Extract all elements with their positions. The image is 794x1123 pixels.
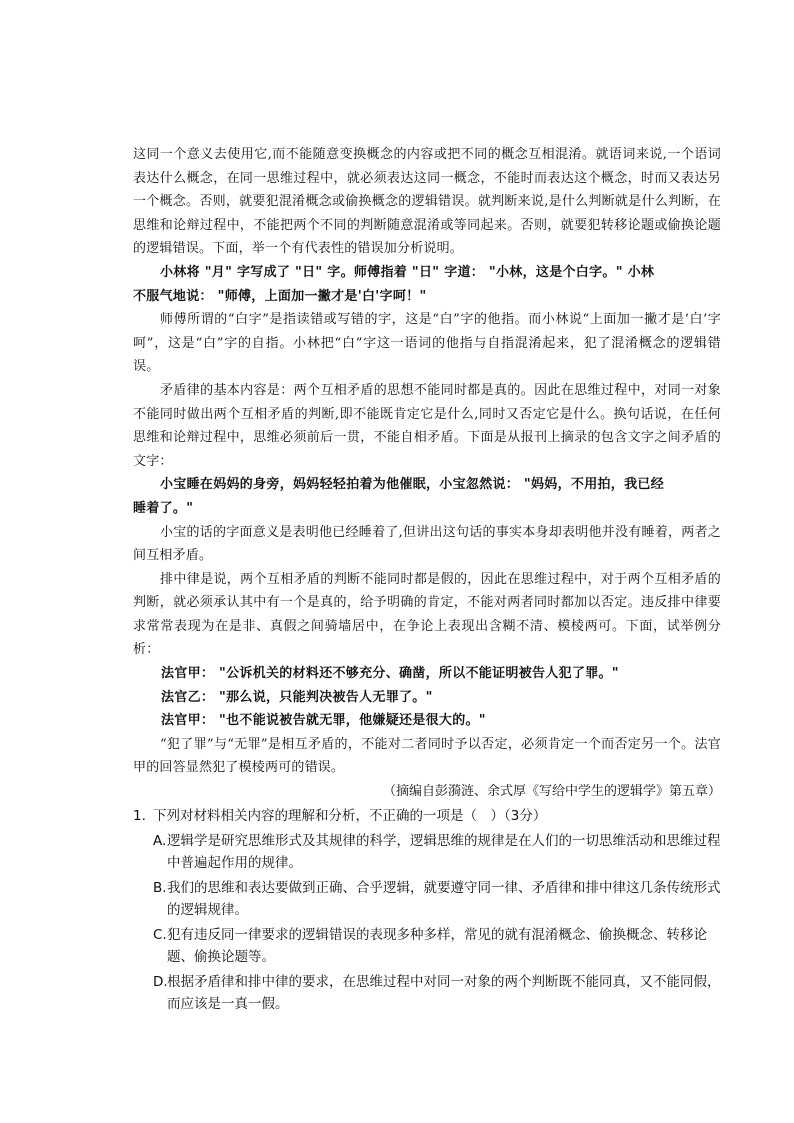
question-text: 下列对材料相关内容的理解和分析，不正确的一项是（ ）（3分） [153, 808, 547, 825]
option-a[interactable] [153, 830, 721, 875]
option-text: 我们的思维和表达要做到正确、合乎逻辑，就要遵守同一律、矛盾律和排中律这几条传统形式的逻辑规律。 [167, 879, 721, 919]
paragraph-analysis: 小宝的话的字面意义是表明他已经睡着了,但讲出这句话的事实本身却表明他并没有睡着，两者之间互相矛盾。 [133, 524, 721, 564]
example-quote-line: 睡着了。" [133, 500, 194, 516]
paragraph-excluded-middle-law: 排中律是说，两个互相矛盾的判断不能同时都是假的，因此在思维过程中，对于两个互相矛盾的判断，就必须承认其中有一个是真的，给予明确的肯定，不能对两者同时都加以否定。违反排中律要求常常表现为在是非、真假之间骑墙居中，在争论上表现出含糊不清、模棱两可。下面，试举例分析： [133, 571, 721, 658]
option-letter: C. [153, 926, 167, 943]
option-text: 犯有违反同一律要求的逻辑错误的表现多种多样，常见的就有混淆概念、偷换概念、转移论题、偷换论题等。 [167, 926, 707, 966]
question-number: 1. [133, 808, 146, 825]
dialog-line: 法官乙： "那么说，只能判决被告人无罪了。" [161, 689, 433, 705]
paragraph-contradiction-law: 矛盾律的基本内容是：两个互相矛盾的思想不能同时都是真的。因此在思维过程中，对同一对象不能同时做出两个互相矛盾的判断,即不能既肯定它是什么,同时又否定它是什么。换句话说，在任何思维和论辩过程中，思维必须前后一贯，不能自相矛盾。下面是从报刊上摘录的包含文字之间矛盾的文字： [133, 382, 721, 469]
dialog-line: 法官甲： "公诉机关的材料还不够充分、确凿，所以不能证明被告人犯了罪。" [161, 666, 619, 682]
paragraph-identity-law: 这同一个意义去使用它,而不能随意变换概念的内容或把不同的概念互相混淆。就语词来说,一个语词表达什么概念，在同一思维过程中，就必须表达这同一概念，不能时而表达这个概念，时而又表达另一个概念。否则，就要犯混淆概念或偷换概念的逻辑错误。就判断来说,是什么判断就是什么判断，在思维和论辩过程中，不能把两个不同的判断随意混淆或等同起来。否则，就要犯转移论题或偷换论题的逻辑错误。下面，举一个有代表性的错误加分析说明。 [133, 147, 721, 257]
example-quote-line: 小林将 "月" 字写成了 "日" 字。师傅指着 "日" 字道： "小林，这是个白字。" 小林 [160, 264, 655, 280]
question-stem [133, 805, 721, 828]
option-b[interactable] [153, 877, 721, 922]
dialog-line: 法官甲： "也不能说被告就无罪，他嫌疑还是很大的。" [161, 713, 486, 729]
option-text: 根据矛盾律和排中律的要求，在思维过程中对同一对象的两个判断既不能同真，又不能同假，而应该是一真一假。 [167, 973, 721, 1013]
document-page [133, 143, 721, 1016]
example-quote-line: 不服气地说： "师傅，上面加一撇才是'白'字呵！" [133, 288, 427, 304]
paragraph-analysis: 师傅所谓的“白字”是指读错或写错的字，这是“白”字的他指。而小林说“上面加一撇才是‘白’字呵”，这是“白”字的自指。小林把“白”字这一语词的他指与自指混淆起来，犯了混淆概念的逻辑错误。 [133, 312, 721, 375]
paragraph-analysis: “犯了罪”与“无罪”是相互矛盾的，不能对二者同时予以否定，必须肯定一个而否定另一个。法官甲的回答显然犯了模棱两可的错误。 [133, 736, 721, 776]
option-d[interactable] [153, 971, 721, 1016]
option-letter: D. [153, 973, 168, 990]
example-quote-line: 小宝睡在妈妈的身旁，妈妈轻轻拍着为他催眠，小宝忽然说： "妈妈，不用拍，我已经 [160, 477, 664, 493]
option-c[interactable] [153, 924, 721, 969]
option-letter: B. [153, 879, 167, 896]
option-text: 逻辑学是研究思维形式及其规律的科学，逻辑思维的规律是在人们的一切思维活动和思维过程中普遍起作用的规律。 [167, 832, 721, 872]
option-letter: A. [153, 832, 167, 849]
source-citation: （摘编自彭漪涟、余式厚《写给中学生的逻辑学》第五章） [382, 784, 721, 800]
